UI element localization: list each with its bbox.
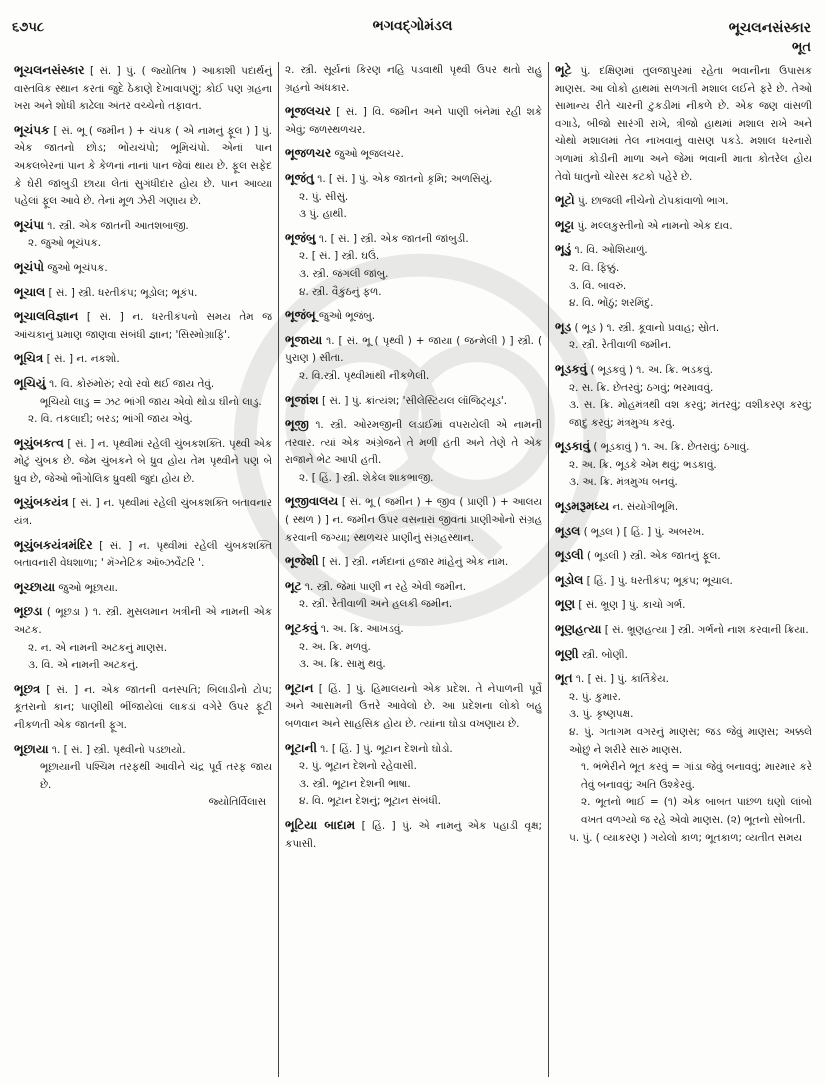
entry-main: [14, 741, 272, 760]
definition: [ હિં. ] પું. હિમાલયનો એક પ્રદેશ. તે નેપાળની પૂર્વે અને આસામની ઉત્તરે આવેલો છે. આ પ્રદેશના લોકો બહુ બળવાન અને સાહસિક હોય છે. ત્યાંના ઘોડા વખણાય છે.: [285, 682, 542, 730]
definition: ( ભૂડ ) ૧. સ્ત્રી. કૂવાનો પ્રવાહ; સ્રોત.: [574, 321, 720, 334]
entry-main: [14, 122, 272, 211]
dictionary-entry: [285, 578, 542, 614]
entry-main: [555, 438, 812, 457]
definition: ૧. અ. ક્રિ. આખડવું.: [320, 623, 404, 636]
headword: ભૂચલનસંસ્કાર: [14, 63, 85, 77]
sense: ૨. પું. સીસું.: [299, 190, 349, 203]
headword: ભૂચાલવિજ્ઞાન: [14, 309, 79, 324]
definition: ( ભૂડકવું ) ૧. અ. ક્રિ. ભડકવું.: [590, 363, 713, 376]
definition: [ સં. ભૂ ( જમીન ) + ચંપક ( એ નામનું ફૂલ ) ] પું. એક જાતનો છોડ; ભોંયચંપો; ભૂમિચંપો. એનાં પાન અકલબેરનાં પાન કે કેળનાં નાનાં પાન જેવાં થાય છે. ફૂલ સફેદ કે ઘેરી જાંબુડી છાયા લેતાં સુગંધીદાર હોય છે. પાન આવ્યા પહેલાં ફૂલ આવે છે. તેનાં મૂળ ઝેરી ગણાય છે.: [14, 124, 272, 208]
sense: ૨. સ. ક્રિ. છેતરવું; ઠગવું; ભરમાવવું.: [569, 381, 714, 394]
headword: ભૂચુંબકયંત્ર: [14, 495, 69, 510]
definition: [ સં. ] ન. પૃથ્વીમાં રહેલી ચુંબકશક્તિ બતાવનારી વેધશાળા; ' મૅગ્નેટિક ઑબ્ઝર્વેટરિ '.: [14, 539, 272, 570]
definition: ( ભૂડલી ) સ્ત્રી. એક જાતનું ફૂલ.: [587, 550, 721, 563]
guide-word-last: ભૂત: [791, 40, 811, 55]
headword: ભૂણહત્યા: [555, 622, 602, 637]
definition: જુઓ ભૂછાયા.: [58, 581, 118, 594]
dictionary-entry: [555, 241, 812, 312]
entry-main: [555, 670, 812, 689]
sense: ૨. પું. ભૂટાન દેશનો રહેવાસી.: [299, 760, 417, 773]
definition: [ સં. ભ્રૂણહત્યા ] સ્ત્રી. ગર્ભનો નાશ કરવાની ક્રિયા.: [604, 624, 809, 637]
definition: પું. છાજલી નીચેનો ટોપકાંવાળો ભાગ.: [577, 195, 729, 208]
headword: ભૂછડા: [14, 604, 43, 619]
sense: ૩. પું. કૃષ્ણપક્ષ.: [569, 708, 634, 721]
headword: ભૂછત્ર: [14, 681, 41, 696]
sense: ૩ પું. હાથી.: [299, 208, 347, 221]
running-title: ભગવદ્ગોમંડલ: [372, 18, 453, 34]
dictionary-entry: [14, 308, 272, 344]
sense: ૪. પું. ગતાગમ વગરનું માણસ; જડ જેવું માણસ; અક્કલે ઓછું ને શરીરે સારું માણસ.: [569, 726, 812, 756]
definition: જુઓ ભૂજંબુ.: [318, 310, 376, 323]
entry-main: [555, 361, 812, 380]
sense: ૩. અ. ક્રિ. મંત્રમુગ્ધ બનવું.: [569, 476, 678, 489]
definition: પું. મલ્લકુસ્તીનો એ નામનો એક દાવ.: [577, 219, 733, 232]
dictionary-entry: [555, 572, 812, 591]
guide-word-first: ભૂચલનસંસ્કાર: [728, 20, 811, 36]
dictionary-entry: [285, 553, 542, 572]
definition: [ સં. ] સ્ત્રી. નર્મદાનાં હજાર માંહેનું એક નામ.: [321, 556, 509, 569]
dictionary-entry: [555, 547, 812, 566]
headword: ભૂટિયા બાદામ: [285, 817, 356, 832]
entry-main: [285, 493, 542, 547]
dictionary-entry: [555, 670, 812, 847]
entry-main: [285, 553, 542, 572]
source-attribution: જ્યોતિર્વિલાસ: [208, 796, 266, 809]
headword: ભૂચુંબકયંત્રમંદિર: [14, 537, 93, 552]
dictionary-entry: [14, 494, 272, 530]
headword: ભૂજાંશ: [285, 392, 319, 407]
entry-main: [285, 307, 542, 326]
definition: [ સં. ] વિ. જમીન અને પાણી બંનેમાં રહી શકે એવું; જળસ્થળચર.: [285, 106, 543, 136]
entry-main: [285, 230, 542, 249]
entry-main: [555, 596, 812, 615]
dictionary-entry: [555, 62, 812, 186]
headword: ભૂટકવું: [285, 621, 318, 636]
definition: [ સં. ] પું. ક્રાંત્યંશ; 'સીલેસ્ટિયલ લૉંજિટ્યૂડ'.: [322, 394, 508, 407]
headword: ભૂડ: [555, 319, 572, 334]
definition: જુઓ ભૂજલચર.: [334, 148, 404, 161]
entry-main: [555, 217, 812, 236]
headword: ભૂજંતુ: [285, 170, 314, 185]
headword: ભૂડું: [555, 242, 572, 257]
definition: ( ભૂડલ ) [ હિં. ] પું. અબરખ.: [583, 525, 705, 538]
dictionary-entry: [555, 646, 812, 665]
sense: ૨. જુઓ ભૂચંપક.: [28, 237, 102, 250]
entry-main: [555, 646, 812, 665]
sense: ૨. [ સં. ] સ્ત્રી. ઘઉં.: [299, 250, 380, 263]
dictionary-entry: [555, 498, 812, 517]
dictionary-entry: [14, 122, 272, 211]
definition: ૧. [ સં. ] પું. કાર્તિકેય.: [575, 673, 669, 686]
column-1: [8, 62, 278, 1077]
definition: ૧. સ્ત્રી. ઓરમજીની લડાઈમાં વપરાયેલી એ નામની તરવાર. ત્યાં એક અંગ્રેજને તે મળી હતી અને તેણે તે એક રાજાને ભેટ આપી હતી.: [285, 419, 542, 467]
sense: ૨. વિ.સ્ત્રી. પૃથ્વીમાંથી નીકળેલી.: [299, 369, 430, 382]
column-2: [278, 62, 548, 1077]
definition: ૧. [ હિં. ] પું. ભૂટાન દેશનો ઘોડો.: [320, 742, 453, 755]
dictionary-entry: [285, 145, 542, 164]
entry-main: [555, 192, 812, 211]
definition: પું. દક્ષિણમાં તુલજાપુરમાં રહેતા ભવાનીના ઉપાસક માણસ. આ લોકો હાથમાં સળગતી મશાલ લઈને ફરે છે. તેઓ સામાન્ય રીતે ચારની ટુકડીમાં નીકળે છે. એક જણ વાંસળી વગાડે, બીજો સારંગી રાખે, ત્રીજો હાથમાં મશાલ રાખે અને ચોથો મશાલમાં તેલ નાખવાનું વાસણ પકડે. મશાલ ધરનારો ગળામાં કોડીની માળા અને જેમાં ભવાની માતા કોતરેલ હોય તેવો ધાતુનો ચોરસ કટકો પહેરે છે.: [555, 65, 812, 183]
entry-main: [14, 375, 272, 394]
column-3: [548, 62, 818, 1077]
sense: ૪. વિ. ભોંઠું; શરમિંદું.: [569, 297, 654, 310]
headword: ભૂજલચર: [285, 104, 331, 119]
headword: ભૂછાયા: [14, 741, 49, 756]
sense: ૨. ન. એ નામની અટકનું માણસ.: [28, 641, 168, 654]
dictionary-entry: [14, 537, 272, 573]
idiom-example: ૧. ભંભેરીને ભૂત કરવું = ગાંડા જેવું બનાવવું; મારમાર કરે તેવું બનાવવું; અતિ ઉશ્કેરવું.: [581, 761, 812, 791]
entry-main: [285, 145, 542, 164]
entry-main: [14, 284, 272, 303]
dictionary-entry: [285, 620, 542, 674]
dictionary-entry: [555, 361, 812, 432]
dictionary-entry: [555, 523, 812, 542]
sense: ૫. પું. ( વ્યાકરણ ) ગયેલો કાળ; ભૂતકાળ; વ્યતીત સમય: [569, 831, 803, 844]
entry-main: [555, 62, 812, 186]
headword: ભૂટ: [285, 578, 302, 593]
entry-main: [285, 620, 542, 639]
entry-main: [555, 523, 812, 542]
definition: ૨. સ્ત્રી. સૂર્યનાં કિરણ નહિ પડવાથી પૃથ્વી ઉપર થતો રાહુ ગ્રહનો અંધકાર.: [285, 64, 542, 94]
headword: ભૂડલ: [555, 523, 581, 538]
dictionary-entry: [285, 332, 542, 386]
definition: ૧. [ સં. ] સ્ત્રી. પૃથ્વીનો પડછાયો.: [51, 743, 186, 756]
dictionary-columns: [8, 62, 820, 1077]
headword: ભૂડલી: [555, 548, 584, 563]
headword: ભૂચિયું: [14, 375, 46, 390]
entry-main: [285, 740, 542, 759]
definition: [ સં. ] ન. પૃથ્વીમાં રહેલી ચુંબકશક્તિ બતાવનાર યંત્ર.: [14, 497, 272, 528]
definition: [ સં. ] સ્ત્રી. ધરતીકંપ; ભૂડોલ; ભૂકંપ.: [48, 286, 198, 299]
entry-main: [555, 498, 812, 517]
definition: જુઓ ભૂચંપક.: [47, 261, 108, 274]
sense: ૩. સ્ત્રી. ભૂટાન દેશની ભાષા.: [299, 777, 411, 790]
definition: [ સં. ] પું. ( જ્યોતિષ ) આકાશી પદાર્થનું વાસ્તવિક સ્થાન કરતાં જુદે ઠેકાણે દેખાવાપણું; કોઈ પણ ગ્રહના ખરા અને શોધી કાઢેલા અંતર વચ્ચેનો તફાવત.: [14, 65, 272, 113]
entry-main: [285, 578, 542, 597]
entry-main: [14, 603, 272, 639]
dictionary-entry: [14, 681, 272, 735]
dictionary-entry: [285, 103, 542, 139]
entry-main: [555, 572, 812, 591]
headword: ભૂણ: [555, 597, 576, 612]
entry-main: [285, 392, 542, 411]
definition: [ હિં. ] પું. એ નામનું એક પહાડી વૃક્ષ; કપાસી.: [285, 819, 542, 850]
sense: ૩. સ. ક્રિ. મોહમંત્રથી વશ કરવું; મંતરવું; વશીકરણ કરવું; જાદુ કરવું; મંત્રમુગ્ધ કરવું.: [569, 399, 812, 429]
sense: ૩. સ્ત્રી. જંગલી જાંબુ.: [299, 267, 389, 280]
dictionary-entry: [14, 375, 272, 429]
headword: ભૂજેશી: [285, 554, 319, 569]
headword: ભૂટે: [555, 63, 572, 77]
headword: ભૂટાન: [285, 680, 314, 695]
headword: ભૂજાયા: [285, 332, 323, 347]
dictionary-entry: [14, 350, 272, 369]
headword: ભૂજી: [285, 417, 309, 432]
headword: ભૂચિત્ર: [14, 351, 44, 366]
sense: ૪. સ્ત્રી. વૈકુંઠનું ફળ.: [299, 285, 382, 298]
page-header: [0, 0, 825, 55]
dictionary-entry: [555, 192, 812, 211]
usage-example: ભૂછાયાની પશ્ચિમ તરફથી આવીને ચંદ્ર પૂર્વ તરફ જાય છે.: [40, 761, 272, 791]
definition: ૧. વિ. ઓશિયાળું.: [574, 244, 648, 257]
sense: ૨. પું. કુમાર.: [569, 690, 621, 703]
entry-main: [14, 435, 272, 489]
entry-main: [285, 680, 542, 734]
entry-main: [14, 681, 272, 735]
dictionary-entry: [555, 596, 812, 615]
definition: ૧. [ સં. ભૂ ( પૃથ્વી ) + જાયા ( જન્મેલી ) ] સ્ત્રી. ( પુરાણ ) સીતા.: [285, 334, 542, 365]
definition: ( ભૂડકાવું ) ૧. અ. ક્રિ. છેતરાવું; ઠગાવું.: [593, 441, 750, 454]
sense: ૨. વિ. ફિક્કું.: [569, 261, 620, 274]
definition: ૧. [ સં. ] સ્ત્રી. એક જાતની જાંબુડી.: [318, 232, 469, 245]
headword: ભૂડકાવું: [555, 439, 591, 454]
definition: [ સં. ભૂ ( જમીન ) + જીવ ( પ્રાણી ) + આલય ( સ્થળ ) ] ન. જમીન ઉપર વસનારાં જીવતાં પ્રાણીઓનો સંગ્રહ કરવાની જગ્યા; સ્થળચર પ્રાણીનું સંગ્રહસ્થાન.: [285, 496, 542, 544]
definition: [ સં. ભ્રૂણ ] પું. કાચો ગર્ભ.: [578, 599, 686, 612]
sense: ૨. [ હિં. ] સ્ત્રી. શેકેલ શાકભાજી.: [299, 471, 434, 484]
entry-main: [14, 308, 272, 344]
entry-main: [555, 547, 812, 566]
dictionary-entry: [14, 579, 272, 598]
headword: ભૂડોલ: [555, 572, 584, 587]
usage-example: ભૂચિયો લાડુ = ઝટ ભાંગી જાય એવો થોડા ઘીનો લાડુ.: [40, 395, 262, 408]
sense: ૨. સ્ત્રી. રેતીવાળી જમીન.: [569, 339, 672, 352]
entry-main: [285, 170, 542, 189]
sense: ૩. અ. ક્રિ. સામું થવું.: [299, 658, 386, 671]
entry-main: [555, 241, 812, 260]
dictionary-entry: [555, 217, 812, 236]
headword: ભૂટો: [555, 193, 575, 208]
entry-main: [14, 350, 272, 369]
dictionary-entry: [285, 416, 542, 487]
definition: ( ભૂછડા ) ૧. સ્ત્રી. મુસલમાન ખત્રીની એ નામની એક અટક.: [14, 606, 272, 637]
headword: ભૂડકવું: [555, 361, 588, 376]
definition: ૧. [ સં. ] પું. એક જાતનો કૃમિ; અળસિયું.: [317, 172, 493, 185]
dictionary-entry: [14, 741, 272, 812]
entry-main: [14, 62, 272, 116]
headword: ભૂચાલ: [14, 284, 46, 299]
dictionary-entry: [285, 392, 542, 411]
definition: ન. સંયોગીભૂમિ.: [612, 501, 679, 514]
sense: ૨. અ. ક્રિ. ભૂડકે એમ થવું; ભડકાવું.: [569, 458, 717, 471]
page-number: ૬૭૫૮: [12, 20, 45, 35]
dictionary-entry: [555, 438, 812, 492]
sense: ૨. સ્ત્રી. રેતીવાળી અને હલકી જમીન.: [299, 598, 453, 611]
sense: ૩. વિ. એ નામની અટકનું.: [28, 659, 139, 672]
entry-main: [14, 537, 272, 573]
dictionary-entry: [285, 493, 542, 547]
headword: ભૂચંપો: [14, 259, 44, 274]
dictionary-entry: [14, 435, 272, 489]
dictionary-entry: [285, 62, 542, 97]
dictionary-entry: [14, 62, 272, 116]
dictionary-entry: [285, 307, 542, 326]
headword: ભૂજળચર: [285, 146, 332, 161]
sense: ૩. વિ. બાવરું.: [569, 279, 627, 292]
definition: ૧. સ્ત્રી. જેમાં પાણી ન રહે એવી જમીન.: [304, 580, 467, 593]
dictionary-entry: [285, 230, 542, 301]
definition: [ સં. ] ન. એક જાતની વનસ્પતિ; બિલાડીનો ટોપ; કૂતરાનો કાન; પાણીથી ભીંજાયેલાં લાકડાં વગેરે ઉપર ફૂટી નીકળતી એક જાતની ફૂગ.: [14, 683, 272, 731]
headword: ભૂચ્છાયા: [14, 579, 56, 594]
dictionary-entry: [14, 259, 272, 278]
entry-main: [555, 621, 812, 640]
definition: ૧. વિ. કોરુંમોરું; રવો રવો થઈ જાય તેવું.: [49, 377, 215, 390]
headword: ભૂત: [555, 671, 573, 686]
entry-main: [555, 319, 812, 338]
entry-main: [14, 217, 272, 236]
dictionary-entry: [285, 817, 542, 853]
dictionary-entry: [14, 603, 272, 674]
headword: ભૂજંબૂ: [285, 308, 316, 323]
entry-main: [285, 62, 542, 97]
sense: ૨. વિ. તકલાદી; બરડ; ભાંગી જાય એવું.: [28, 413, 193, 426]
headword: ભૂચંપા: [14, 217, 44, 232]
headword: ભૂટાની: [285, 740, 317, 755]
dictionary-entry: [285, 740, 542, 811]
dictionary-entry: [14, 217, 272, 253]
dictionary-entry: [285, 680, 542, 734]
headword: ભૂણી: [555, 646, 579, 661]
entry-main: [285, 416, 542, 470]
definition: ૧. સ્ત્રી. એક જાતની આતશબાજી.: [47, 219, 189, 232]
definition: [ સં. ] ન. ધરતીકંપનો સમય તેમ જ આંચકાનું પ્રમાણ જાણવા સંબંધી જ્ઞાન; 'સિસ્મોગ્રાફિ'.: [14, 311, 272, 341]
sense: ૪. વિ. ભૂટાન દેશનું; ભૂટાન સંબંધી.: [299, 795, 442, 808]
entry-main: [14, 579, 272, 598]
headword: ભૂડમરૂમધ્ય: [555, 499, 610, 514]
headword: ભૂજીવાલય: [285, 494, 339, 509]
definition: [ સં. ] ન. પૃથ્વીમાં રહેલી ચુંબકશક્તિ. પૃથ્વી એક મોટું ચુંબક છે. જેમ ચુંબકને બે ધ્રુવ હોય તેમ પૃથ્વીને પણ બે ધ્રુવ છે, જેઓ ભૌગોલિક ધ્રુવથી જુદા હોય છે.: [14, 437, 272, 485]
headword: ભૂટ્ટા: [555, 217, 575, 232]
entry-main: [14, 494, 272, 530]
dictionary-entry: [555, 621, 812, 640]
headword: ભૂજંબુ: [285, 230, 316, 245]
headword: ભૂચંપક: [14, 122, 50, 137]
entry-main: [285, 103, 542, 139]
dictionary-entry: [285, 170, 542, 224]
sense: ૨. અ. ક્રિ. મળવું.: [299, 640, 371, 653]
entry-main: [14, 259, 272, 278]
entry-main: [285, 817, 542, 853]
dictionary-entry: [555, 319, 812, 355]
entry-main: [285, 332, 542, 368]
headword: ભૂચુંબકત્વ: [14, 435, 64, 450]
idiom-example: ૨. ભૂતનો ભાઈ = (૧) એક બાબત પાછળ ઘણો લાંબો વખત વળગ્યો જ રહે એવો માણસ. (૨) ભૂતનો સોબતી.: [581, 796, 812, 826]
definition: સ્ત્રી. બોણી.: [581, 648, 628, 661]
definition: [ હિં. ] પું. ધરતીકંપ; ભૂકંપ; ભૂચાલ.: [586, 574, 733, 587]
dictionary-entry: [14, 284, 272, 303]
definition: [ સં. ] ન. નકશો.: [46, 353, 120, 366]
